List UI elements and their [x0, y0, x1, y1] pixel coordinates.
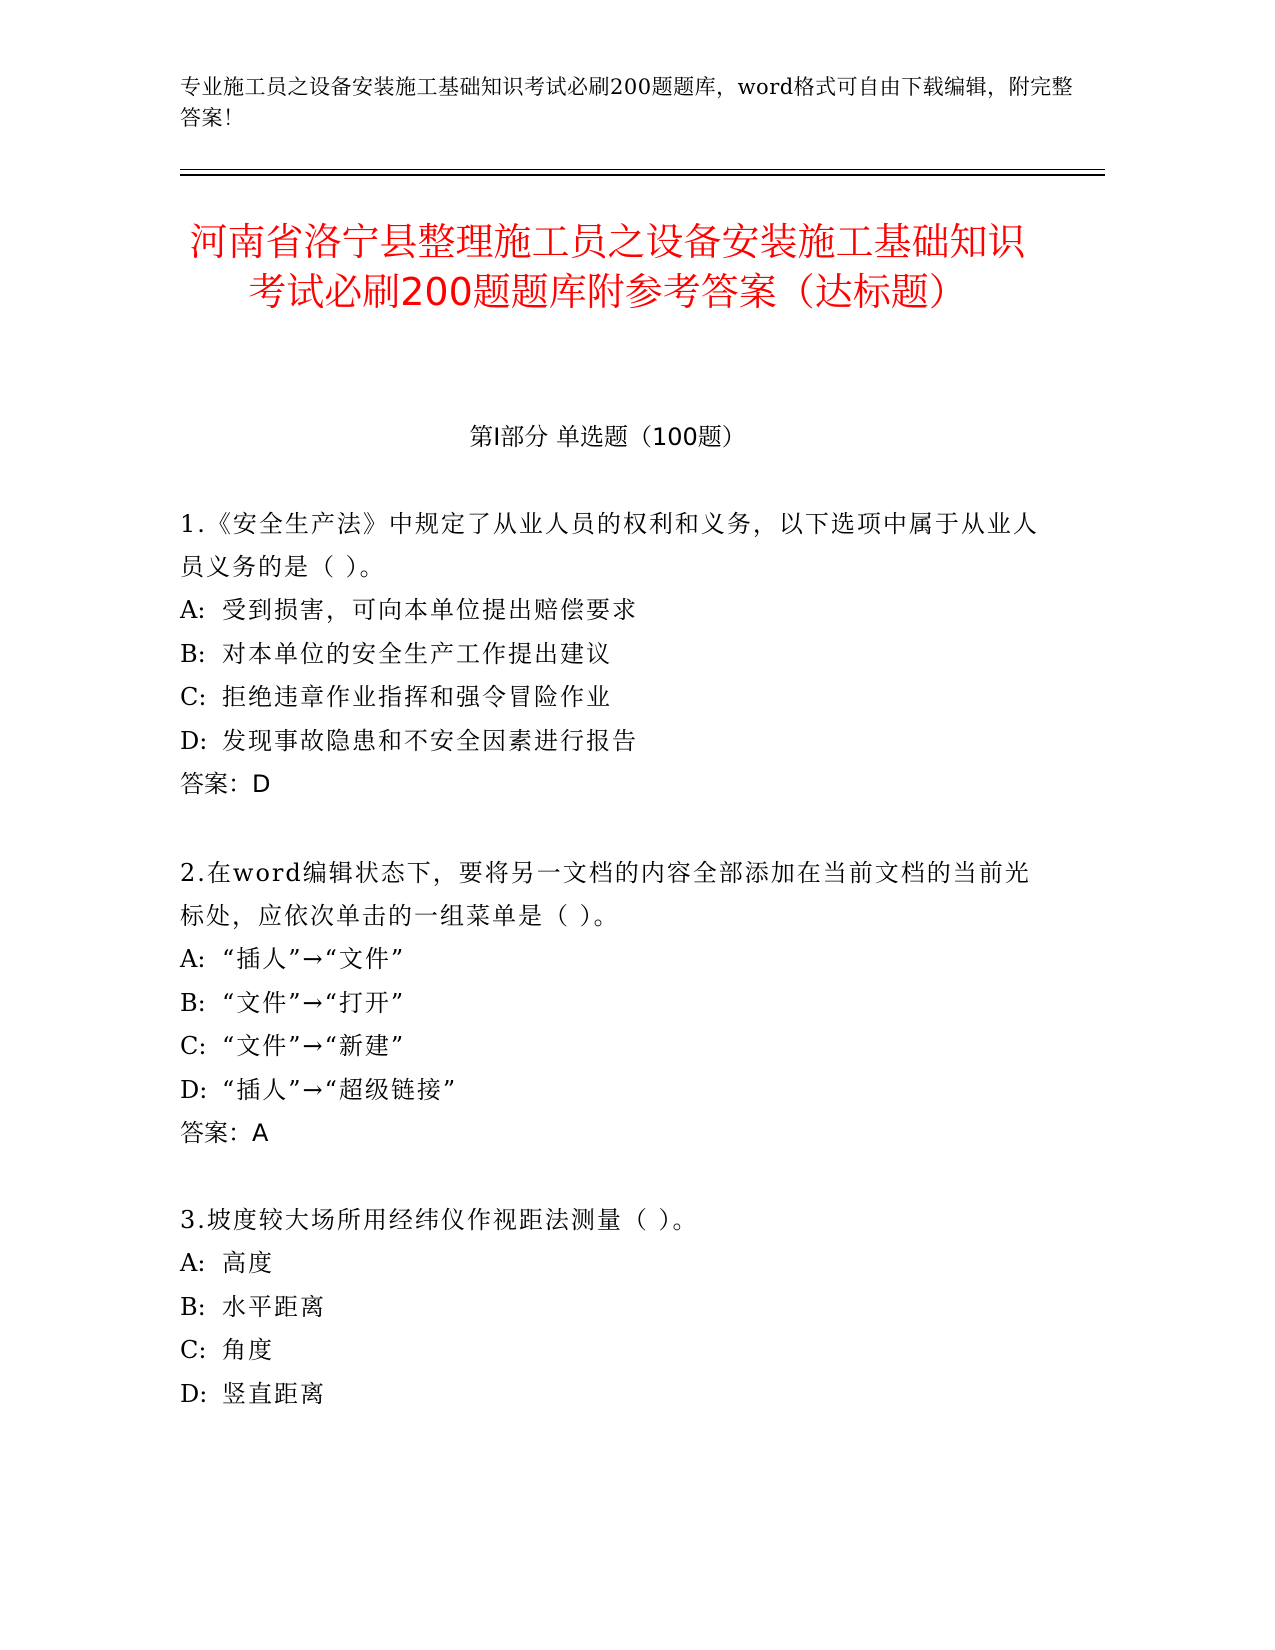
option-text: 拒绝违章作业指挥和强令冒险作业: [222, 683, 612, 711]
question-stem: 2.在word编辑状态下，要将另一文档的内容全部添加在当前文档的当前光标处，应依次单击的一组菜单是（ ）。: [180, 859, 1031, 930]
option-text: 水平距离: [222, 1292, 326, 1321]
question-stem: 1.《安全生产法》中规定了从业人员的权利和义务，以下选项中属于从业人员义务的是（ ）。: [180, 510, 1039, 581]
option-text: 受到损害，可向本单位提出赔偿要求: [222, 596, 638, 624]
document-title: 河南省洛宁县整理施工员之设备安装施工基础知识考试必刷200题题库附参考答案（达标题）: [189, 220, 1026, 314]
option-text: 高度: [222, 1249, 274, 1277]
option-c: [180, 1025, 1040, 1069]
question-3: [180, 1199, 1040, 1416]
option-key: C:: [180, 683, 207, 711]
question-stem: 3.坡度较大场所用经纬仪作视距法测量（ ）。: [180, 1206, 699, 1234]
option-d: [180, 1373, 1040, 1417]
option-key: D:: [180, 1379, 208, 1408]
header-divider-thin: [180, 169, 1105, 170]
option-c: [180, 1329, 1040, 1373]
option-key: B:: [180, 639, 206, 668]
question-1: [180, 503, 1040, 807]
option-key: B:: [180, 988, 206, 1017]
option-a: [180, 589, 1040, 633]
option-c: [180, 676, 1040, 720]
option-text: “插人”→“文件”: [222, 945, 406, 973]
option-b: [180, 633, 1040, 677]
header-note: 专业施工员之设备安装施工基础知识考试必刷200题题库，word格式可自由下载编辑，附完整答案！: [180, 75, 1074, 130]
option-key: D:: [180, 726, 208, 755]
section-title: 第I部分 单选题（100题）: [469, 423, 746, 451]
option-key: D:: [180, 1075, 208, 1104]
option-key: C:: [180, 1032, 207, 1060]
option-text: “文件”→“打开”: [222, 988, 406, 1017]
answer-line: 答案：A: [180, 1119, 269, 1147]
option-key: B:: [180, 1292, 206, 1321]
option-key: C:: [180, 1336, 207, 1364]
option-d: [180, 1069, 1040, 1113]
option-key: A:: [180, 1249, 206, 1277]
option-a: [180, 1242, 1040, 1286]
header-divider-thick: [180, 174, 1105, 176]
option-text: 发现事故隐患和不安全因素进行报告: [222, 726, 638, 755]
answer-line: 答案：D: [180, 770, 271, 798]
option-a: [180, 938, 1040, 982]
option-text: 角度: [222, 1336, 274, 1364]
question-2: [180, 852, 1040, 1156]
option-b: [180, 982, 1040, 1026]
option-text: 竖直距离: [222, 1379, 326, 1408]
option-text: “插人”→“超级链接”: [222, 1075, 458, 1104]
option-key: A:: [180, 945, 206, 973]
option-d: [180, 720, 1040, 764]
option-text: “文件”→“新建”: [222, 1032, 406, 1060]
option-key: A:: [180, 596, 206, 624]
option-text: 对本单位的安全生产工作提出建议: [222, 639, 612, 668]
option-b: [180, 1286, 1040, 1330]
